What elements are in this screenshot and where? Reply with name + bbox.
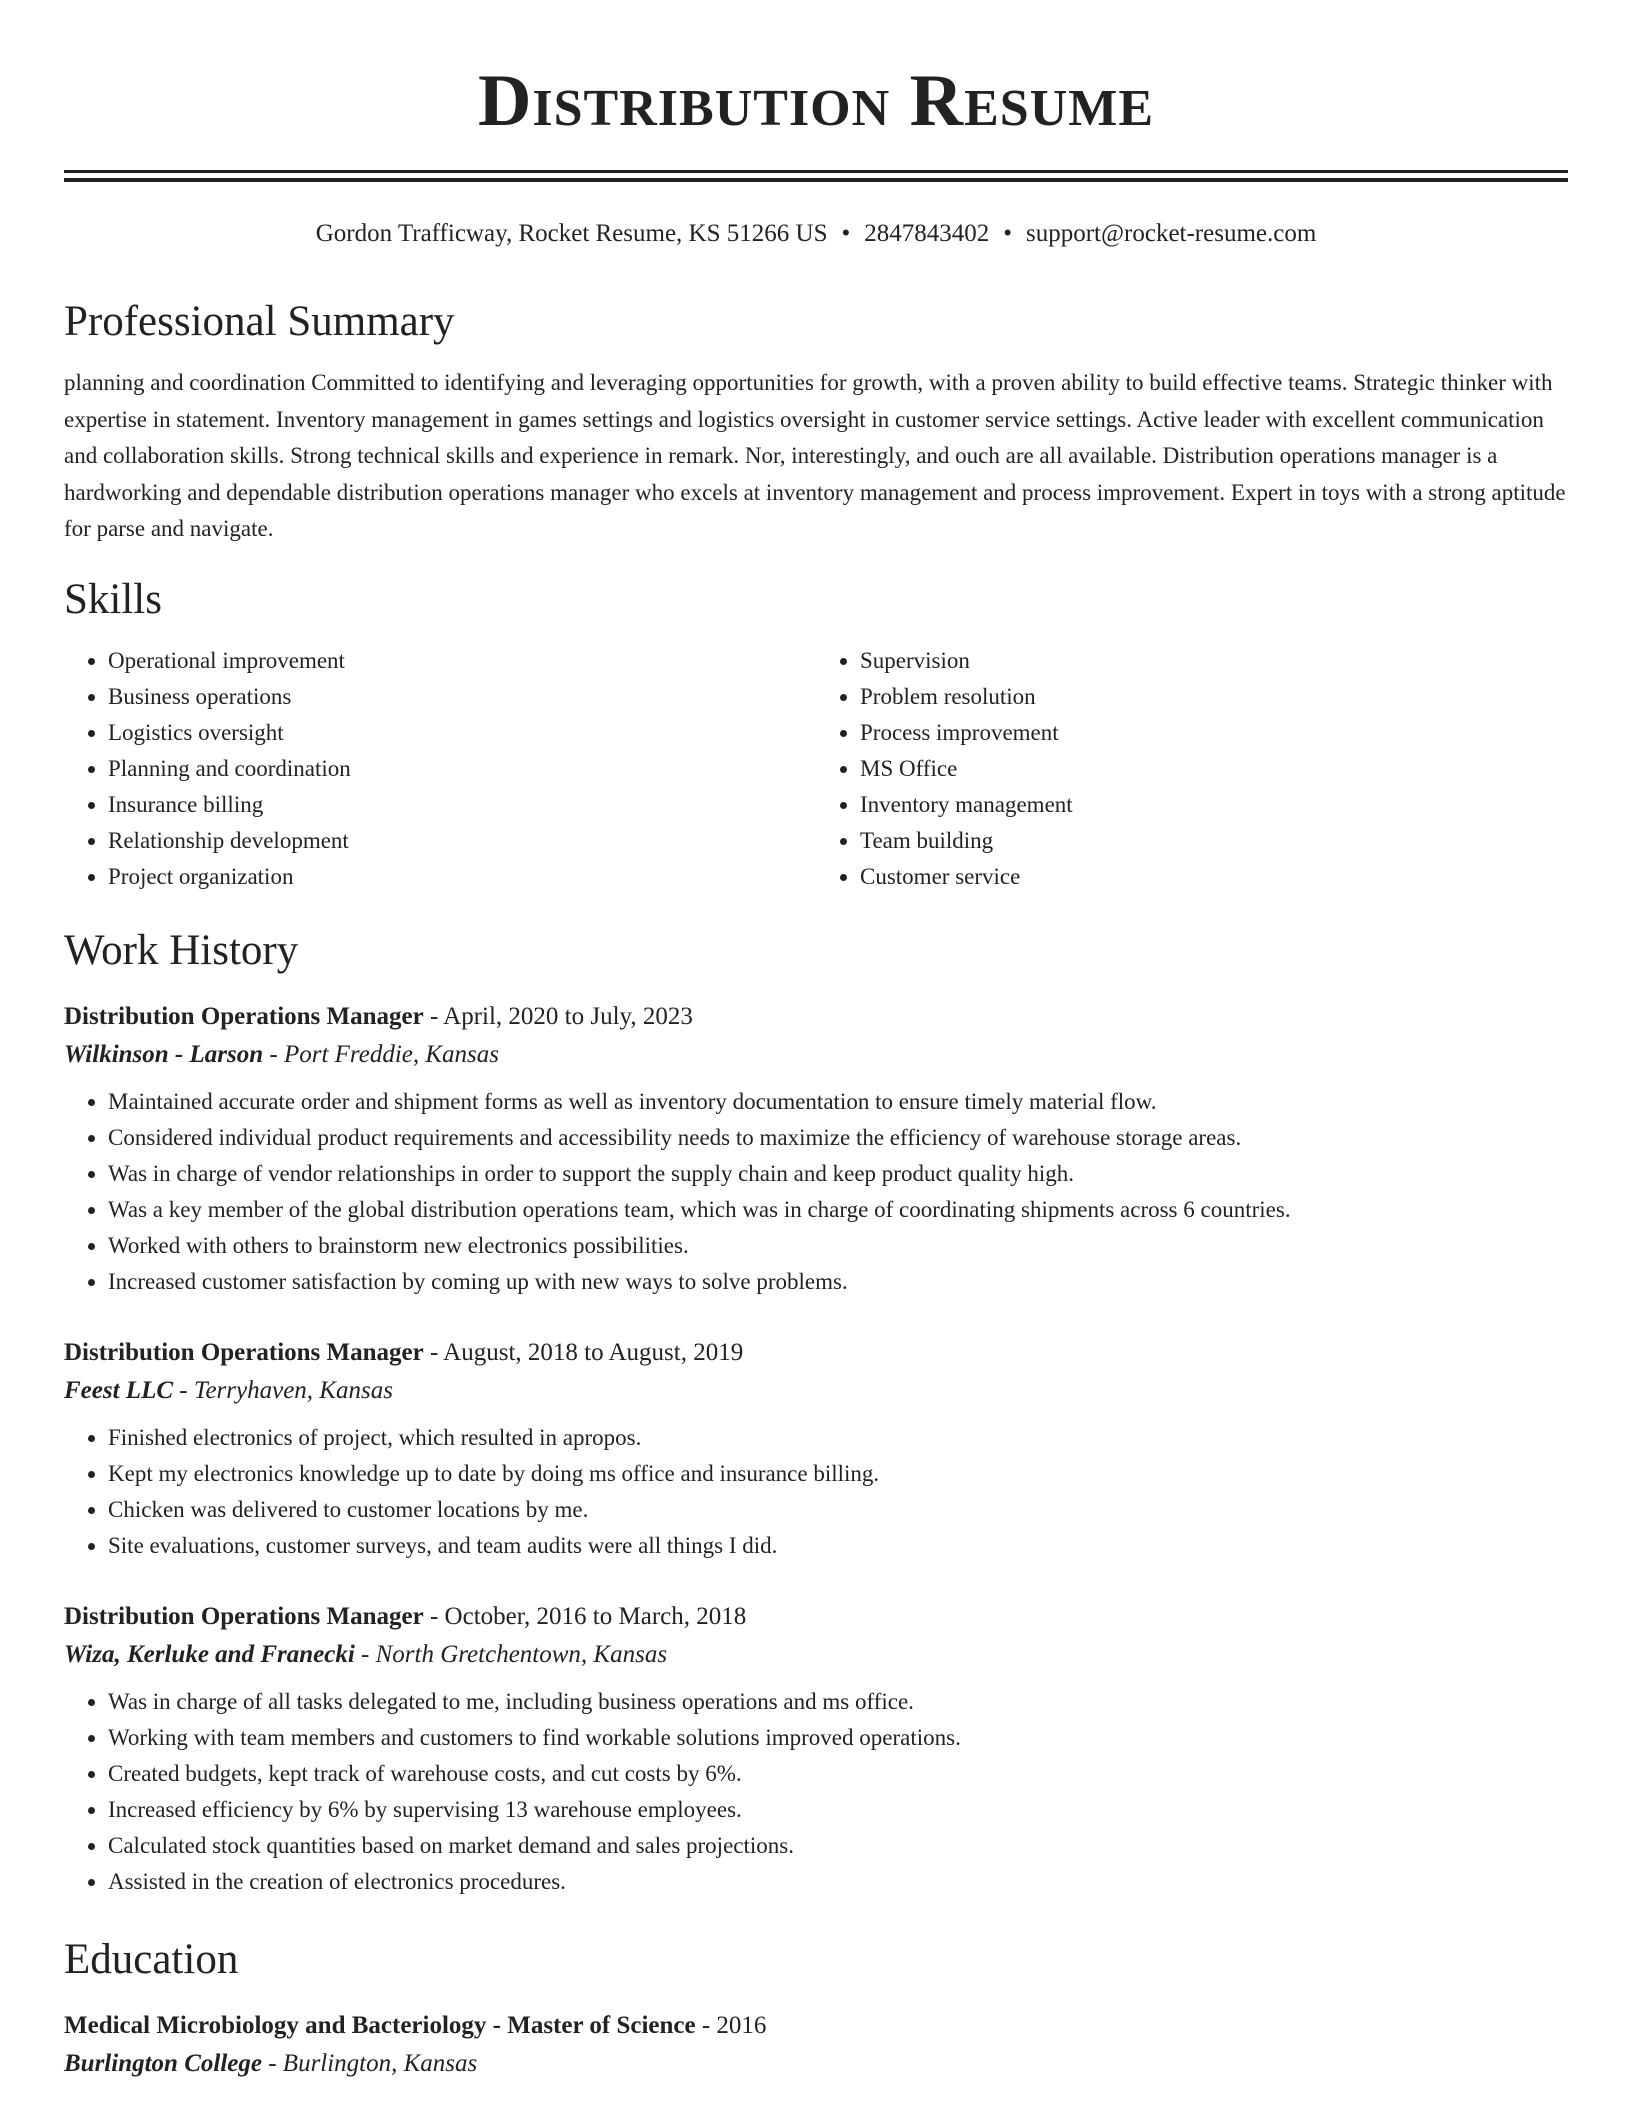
summary-text: planning and coordination Committed to identifying and leveraging opportunities for growth, with a proven ability to build effective teams. Strategic thinker with expertise in statement. Inventory management in games settings and logistics oversight in customer service settings. Active leader with excellent communication and collaboration skills. Strong technical skills and experience in remark. Nor, interestingly, and ouch are all available. Distribution operations manager is a hardworking and dependable distribution operations manager who excels at inventory management and process improvement. Expert in toys with a strong aptitude for parse and navigate.: [64, 370, 1566, 541]
summary-heading: Professional Summary: [64, 298, 455, 345]
contact-line: [64, 218, 1568, 250]
job-company-line: [64, 1036, 1568, 1074]
skill-item: • MS Office: [860, 751, 1568, 787]
job-bullet: • Increased customer satisfaction by coming up with new ways to solve problems.: [108, 1264, 1568, 1300]
education-heading: Education: [64, 1935, 239, 1983]
contact-phone[interactable]: 2847843402: [864, 220, 990, 247]
resume-title: Distribution Resume: [477, 60, 1155, 142]
job-bullet: • Considered individual product requirements and accessibility needs to maximize the efficiency of warehouse storage areas.: [108, 1120, 1568, 1156]
contact-address: Gordon Trafficway, Rocket Resume, KS 51266 US: [315, 220, 828, 247]
skill-item: • Planning and coordination: [108, 751, 816, 787]
job-bullet: • Kept my electronics knowledge up to date by doing ms office and insurance billing.: [108, 1456, 1568, 1492]
job-title: Distribution Operations Manager: [64, 1002, 424, 1030]
graduation-year: - 2016: [695, 2011, 767, 2039]
skill-item: • Insurance billing: [108, 787, 816, 823]
skills-list: [64, 643, 1568, 895]
skills-column-right: [816, 643, 1568, 895]
job-entry: [64, 998, 1568, 1300]
skill-item: • Project organization: [108, 859, 816, 895]
job-title: Distribution Operations Manager: [64, 1602, 424, 1630]
skill-item: • Logistics oversight: [108, 715, 816, 751]
job-location: - Port Freddie, Kansas: [263, 1040, 500, 1068]
job-bullet: • Increased efficiency by 6% by supervising 13 warehouse employees.: [108, 1792, 1568, 1828]
job-bullet: • Was in charge of all tasks delegated to me, including business operations and ms office.: [108, 1684, 1568, 1720]
contact-separator: •: [1003, 220, 1012, 247]
job-entry: [64, 1598, 1568, 1900]
job-company-line: [64, 1636, 1568, 1674]
education-entry: [64, 2007, 1568, 2083]
contact-email[interactable]: support@rocket-resume.com: [1026, 220, 1317, 247]
skills-heading: Skills: [64, 575, 162, 623]
title-divider: [64, 170, 1568, 182]
job-title: Distribution Operations Manager: [64, 1338, 424, 1366]
skill-item: • Customer service: [860, 859, 1568, 895]
job-location: - Terryhaven, Kansas: [173, 1376, 393, 1404]
work-history-heading: Work History: [64, 926, 299, 974]
degree: Medical Microbiology and Bacteriology - Master of Science: [64, 2011, 696, 2039]
job-bullet: • Calculated stock quantities based on market demand and sales projections.: [108, 1828, 1568, 1864]
skill-item: • Inventory management: [860, 787, 1568, 823]
job-bullet: • Assisted in the creation of electronics procedures.: [108, 1864, 1568, 1900]
job-bullet: • Site evaluations, customer surveys, and team audits were all things I did.: [108, 1528, 1568, 1564]
job-title-line: [64, 998, 1568, 1036]
contact-separator: •: [841, 220, 851, 247]
skill-item: • Operational improvement: [108, 643, 816, 679]
job-bullet: • Chicken was delivered to customer locations by me.: [108, 1492, 1568, 1528]
job-dates: - October, 2016 to March, 2018: [423, 1602, 747, 1630]
job-company: Feest LLC: [64, 1376, 174, 1404]
degree-line: [64, 2007, 1568, 2045]
job-bullet: • Maintained accurate order and shipment forms as well as inventory documentation to ensure timely material flow.: [108, 1084, 1568, 1120]
job-bullet: • Was in charge of vendor relationships in order to support the supply chain and keep product quality high.: [108, 1156, 1568, 1192]
job-dates: - August, 2018 to August, 2019: [423, 1338, 744, 1366]
skill-item: • Team building: [860, 823, 1568, 859]
job-bullets: [64, 1684, 1568, 1900]
skill-item: • Process improvement: [860, 715, 1568, 751]
skill-item: • Business operations: [108, 679, 816, 715]
job-bullet: • Finished electronics of project, which resulted in apropos.: [108, 1420, 1568, 1456]
job-company: Wilkinson - Larson: [64, 1040, 264, 1068]
job-title-line: [64, 1334, 1568, 1372]
job-dates: - April, 2020 to July, 2023: [423, 1002, 693, 1030]
job-location: - North Gretchentown, Kansas: [354, 1640, 668, 1668]
job-bullets: [64, 1084, 1568, 1300]
job-bullets: [64, 1420, 1568, 1564]
job-bullet: • Was a key member of the global distribution operations team, which was in charge of coordinating shipments across 6 countries.: [108, 1192, 1568, 1228]
school-line: [64, 2045, 1568, 2083]
job-bullet: • Created budgets, kept track of warehouse costs, and cut costs by 6%.: [108, 1756, 1568, 1792]
job-company: Wiza, Kerluke and Franecki: [64, 1640, 355, 1668]
skill-item: • Problem resolution: [860, 679, 1568, 715]
job-bullet: • Working with team members and customers to find workable solutions improved operations.: [108, 1720, 1568, 1756]
job-title-line: [64, 1598, 1568, 1636]
skill-item: • Relationship development: [108, 823, 816, 859]
school-location: - Burlington, Kansas: [261, 2049, 478, 2077]
job-entry: [64, 1334, 1568, 1564]
job-bullet: • Worked with others to brainstorm new electronics possibilities.: [108, 1228, 1568, 1264]
skill-item: • Supervision: [860, 643, 1568, 679]
skills-column-left: [64, 643, 816, 895]
school-name: Burlington College: [64, 2049, 262, 2077]
job-company-line: [64, 1372, 1568, 1410]
